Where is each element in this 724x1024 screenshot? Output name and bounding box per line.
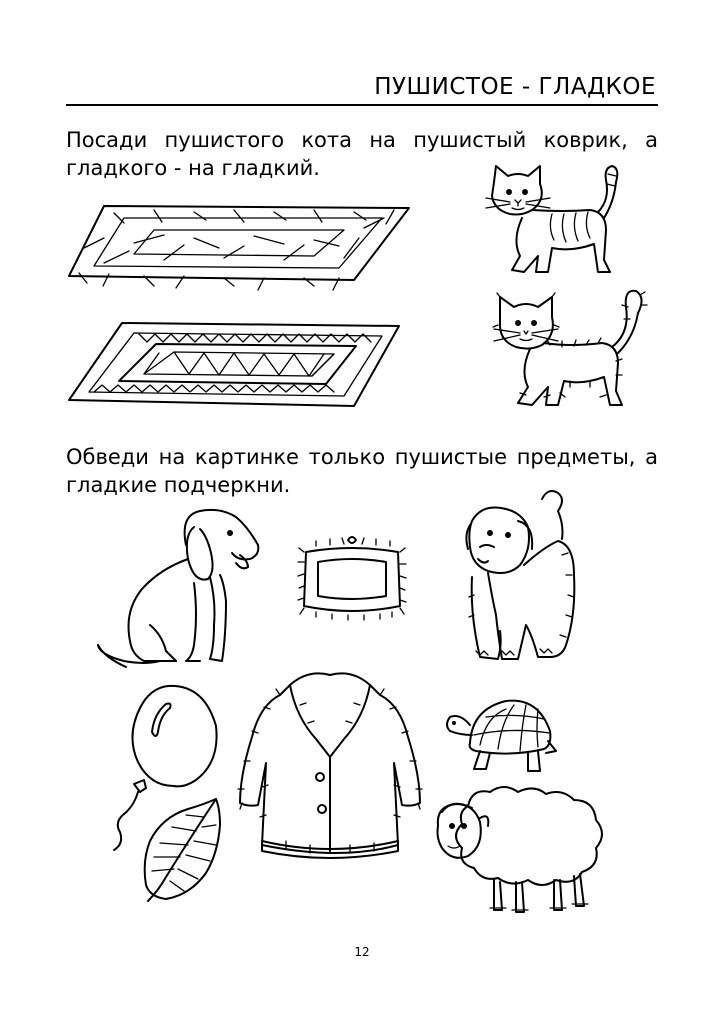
smooth-cat-image: [482, 160, 632, 285]
task-1-line-2: гладкого - на гладкий.: [66, 156, 320, 180]
fluffy-rug-image: [64, 188, 414, 298]
page-title: ПУШИСТОЕ - ГЛАДКОЕ: [374, 74, 656, 100]
fluffy-cat-image: [490, 285, 650, 415]
page-number: 12: [354, 945, 370, 959]
title-underline: [66, 104, 658, 106]
fur-coat-image: [230, 665, 430, 870]
turtle-image: [440, 685, 560, 775]
smooth-rug-image: [64, 318, 414, 413]
sheep-image: [428, 782, 608, 922]
dog-image: [90, 505, 270, 675]
task-2-line-2: гладкие подчеркни.: [66, 473, 291, 497]
leaf-image: [132, 795, 232, 905]
fur-hat-image: [296, 532, 408, 622]
task-1-line-1: Посади пушистого кота на пушистый коврик, а: [66, 128, 658, 152]
task-2-line-1: Обведи на картинке только пушистые предметы, а: [66, 445, 658, 469]
fluffy-puppy-image: [462, 485, 582, 670]
